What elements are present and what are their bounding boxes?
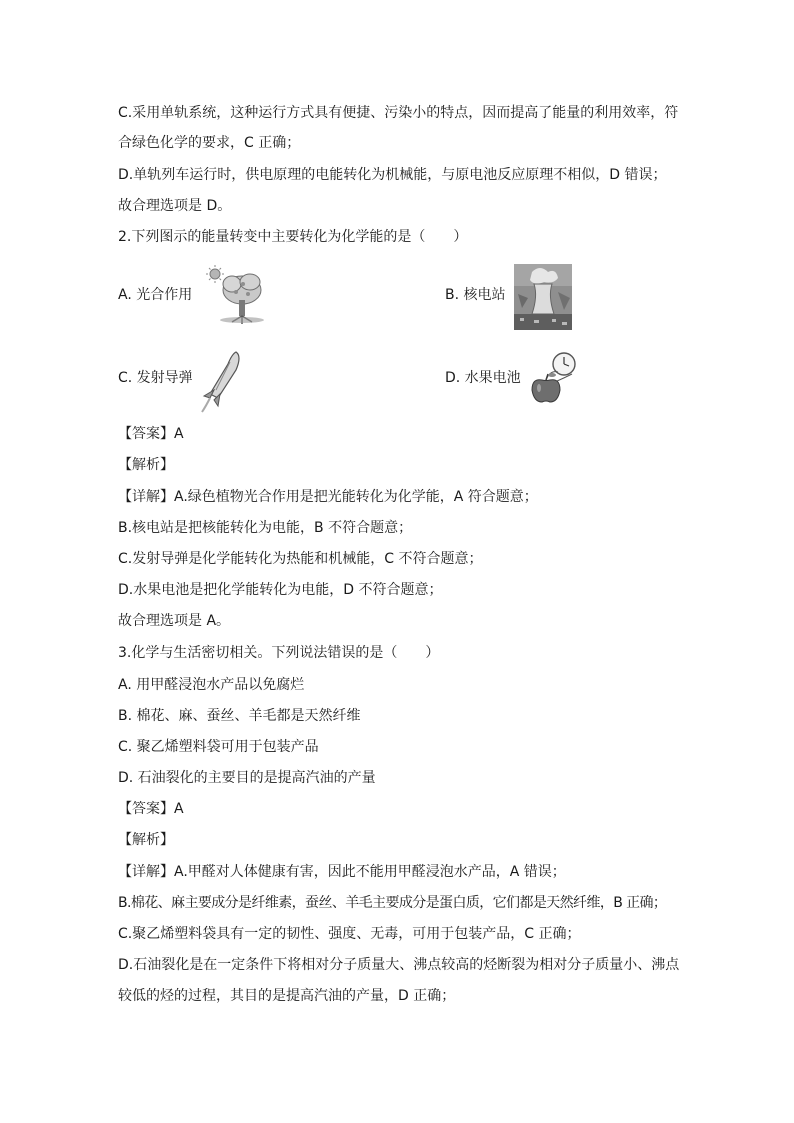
q2-analysis-title: 【解析】: [118, 457, 174, 473]
q3-detail-line: C.聚乙烯塑料袋具有一定的韧性、强度、无毒，可用于包装产品，C 正确；: [118, 926, 581, 942]
missile-icon: [200, 350, 244, 414]
q2-option-c: C. 发射导弹: [118, 370, 193, 386]
q2-answer: 【答案】A: [118, 426, 184, 442]
q3-analysis-title: 【解析】: [118, 832, 174, 848]
q2-option-b: B. 核电站: [445, 287, 506, 303]
nuclear-plant-icon: [514, 264, 572, 330]
q2-option-a: A. 光合作用: [118, 287, 193, 303]
q3-detail-line: D.石油裂化是在一定条件下将相对分子质量大、沸点较高的烃断裂为相对分子质量小、沸点: [118, 957, 680, 973]
q2-detail-line: B.核电站是把核能转化为电能，B 不符合题意；: [118, 520, 413, 536]
fruit-battery-icon: [528, 350, 580, 406]
q2-stem: 2.下列图示的能量转变中主要转化为化学能的是（ ）: [118, 229, 468, 245]
q3-option-d: D. 石油裂化的主要目的是提高汽油的产量: [118, 770, 376, 786]
q3-option-a: A. 用甲醛浸泡水产品以免腐烂: [118, 677, 305, 693]
q1-option-d-analysis: D.单轨列车运行时，供电原理的电能转化为机械能，与原电池反应原理不相似，D 错误；: [118, 167, 667, 183]
q2-detail-line: D.水果电池是把化学能转化为电能，D 不符合题意；: [118, 582, 443, 598]
q3-stem: 3.化学与生活密切相关。下列说法错误的是（ ）: [118, 645, 440, 661]
photosynthesis-tree-icon: [206, 264, 270, 326]
q1-option-c-analysis-line2: 合绿色化学的要求，C 正确；: [118, 135, 301, 151]
q3-answer: 【答案】A: [118, 801, 184, 817]
q1-option-c-analysis-line1: C.采用单轨系统，这种运行方式具有便捷、污染小的特点，因而提高了能量的利用效率，符: [118, 105, 679, 121]
q2-detail-line: C.发射导弹是化学能转化为热能和机械能，C 不符合题意；: [118, 551, 483, 567]
q3-detail-line: 【详解】A.甲醛对人体健康有害，因此不能用甲醛浸泡水产品，A 错误；: [118, 864, 566, 880]
q2-option-d: D. 水果电池: [445, 370, 521, 386]
q3-option-c: C. 聚乙烯塑料袋可用于包装产品: [118, 739, 319, 755]
q3-detail-line: 较低的烃的过程，其目的是提高汽油的产量，D 正确；: [118, 988, 456, 1004]
q3-option-b: B. 棉花、麻、蚕丝、羊毛都是天然纤维: [118, 708, 361, 724]
q1-conclusion: 故合理选项是 D。: [118, 198, 232, 214]
q2-conclusion: 故合理选项是 A。: [118, 613, 231, 629]
q3-detail-line: B.棉花、麻主要成分是纤维素，蚕丝、羊毛主要成分是蛋白质，它们都是天然纤维，B 正确；: [118, 895, 667, 911]
q2-detail-line: 【详解】A.绿色植物光合作用是把光能转化为化学能，A 符合题意；: [118, 489, 538, 505]
